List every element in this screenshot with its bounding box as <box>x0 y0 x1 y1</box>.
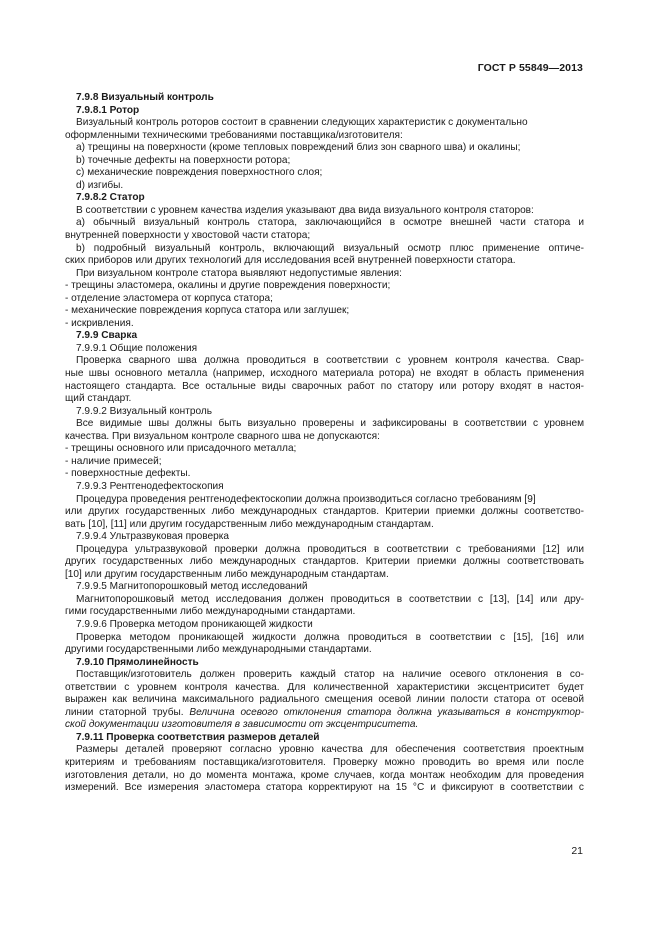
text-line <box>76 180 584 193</box>
text-line <box>65 606 584 619</box>
text-line <box>76 268 584 281</box>
line-text: оформленными техническими требованиями поставщика/изготовителя: <box>65 129 403 141</box>
text-line <box>76 117 584 130</box>
line-text: вать [10], [11] или другим государственным либо международным стандартам. <box>65 518 434 530</box>
text-line <box>76 418 584 431</box>
text-line <box>76 544 584 557</box>
section-heading <box>76 330 584 343</box>
text-line <box>76 594 584 607</box>
line-text: Поставщик/изготовитель должен проверить каждый статор на наличие осевого отклонения в со- <box>76 669 585 681</box>
line-text: - трещины эластомера, окалины и другие повреждения поверхности; <box>65 280 391 292</box>
line-text: d) изгибы. <box>76 179 124 191</box>
text-line <box>65 644 584 657</box>
text-line <box>76 744 584 757</box>
text-line <box>65 506 584 519</box>
text-line <box>65 381 584 394</box>
section-heading <box>76 105 584 118</box>
line-text: - поверхностные дефекты. <box>65 468 191 480</box>
text-line <box>65 443 584 456</box>
section-heading <box>76 192 584 205</box>
section-heading <box>76 732 584 745</box>
line-text: В соответствии с уровнем качества изделия указывают два вида визуального контроля статоров: <box>76 204 534 216</box>
line-text: других государственных либо международных стандартов. Критерии приемки должны соответствовать <box>65 556 584 568</box>
line-text: - отделение эластомера от корпуса статора; <box>65 292 273 304</box>
text-line <box>76 619 584 632</box>
line-text: - наличие примесей; <box>65 455 162 467</box>
text-line <box>65 305 584 318</box>
text-line <box>65 519 584 532</box>
text-line <box>76 581 584 594</box>
line-text: 7.9.8.2 Статор <box>76 192 145 204</box>
line-text: критериям и требованиям поставщика/изготовителя. Проверку можно проводить во время или после <box>65 756 584 768</box>
line-text: Процедура ультразвуковой проверки должна проводиться в соответствии с требованиями [12] или <box>76 543 585 555</box>
line-text: 7.9.11 Проверка соответствия размеров деталей <box>76 731 320 743</box>
text-line <box>76 142 584 155</box>
line-text: другими государственными либо международными стандартами. <box>65 644 372 656</box>
line-text: Размеры деталей проверяют согласно уровню качества для обеспечения соответствия проектным <box>76 744 584 756</box>
line-text: ских приборов или других технологий для исследования всей внутренней поверхности статора. <box>65 255 516 267</box>
line-text: - механические повреждения корпуса статора или заглушек; <box>65 305 350 317</box>
line-text: измерений. Все измерения эластомера статора корректируют на 15 °C и фиксируют в соответствии с <box>65 782 584 794</box>
page-number: 21 <box>571 845 583 857</box>
line-text: 7.9.9.1 Общие положения <box>76 342 198 354</box>
text-line <box>65 719 584 732</box>
text-line <box>65 694 584 707</box>
line-text: a) обычный визуальный контроль статора, заключающийся в осмотре внешней части статора и <box>76 217 585 229</box>
document-body <box>65 92 585 795</box>
text-line <box>76 531 584 544</box>
line-text: 7.9.9.5 Магнитопорошковый метод исследований <box>76 581 308 593</box>
text-line <box>65 468 584 481</box>
line-text: ные швы основного металла (например, исходного материала ротора) не входят в область применения <box>65 368 585 380</box>
text-line <box>65 556 584 569</box>
line-text: изготовления детали, но до момента монтажа, кроме случаев, когда монтаж необходим для проведения <box>65 769 584 781</box>
line-text: Магнитопорошковый метод исследования должен проводиться в соответствии с [13], [14] или дру- <box>76 593 584 605</box>
line-text: линии статорной трубы. <box>65 706 190 718</box>
line-text: 7.9.9.3 Рентгенодефектоскопия <box>76 480 224 492</box>
line-text: ответствии с уровнем контроля качества. Для количественной характеристики эксцентриситет будет <box>65 681 584 693</box>
text-line <box>76 481 584 494</box>
line-text: выражен как величина максимального радиального смещения осевой линии полости статора от осевой <box>65 694 584 706</box>
text-line <box>76 155 584 168</box>
standard-header: ГОСТ Р 55849—2013 <box>477 62 583 74</box>
line-text: 7.9.9.4 Ультразвуковая проверка <box>76 531 230 543</box>
text-line <box>76 669 584 682</box>
text-line <box>65 707 584 720</box>
text-line <box>65 280 584 293</box>
line-text: 7.9.10 Прямолинейность <box>76 656 199 668</box>
line-text: 7.9.9 Сварка <box>76 330 138 342</box>
line-text: [10] или другим государственным либо международным стандартам. <box>65 568 389 580</box>
text-line <box>76 217 584 230</box>
text-line <box>76 632 584 645</box>
text-line <box>65 682 584 695</box>
line-text: Процедура проведения рентгенодефектоскопии должна производиться согласно требованиям [9] <box>76 493 536 505</box>
text-line <box>76 243 584 256</box>
text-line <box>65 368 584 381</box>
text-line <box>76 406 584 419</box>
text-line <box>65 130 584 143</box>
text-line <box>65 757 584 770</box>
line-text: 7.9.8.1 Ротор <box>76 104 140 116</box>
line-text: b) подробный визуальный контроль, включающий визуальный осмотр плюс применение оптиче- <box>76 242 585 254</box>
line-text: При визуальном контроле статора выявляют недопустимые явления: <box>76 267 402 279</box>
line-text: - искривления. <box>65 317 134 329</box>
text-line <box>65 318 584 331</box>
section-heading <box>76 657 584 670</box>
text-line <box>65 569 584 582</box>
line-text: настоящего стандарта. Все остальные виды сварочных работ по статору или ротору входят в настоя- <box>65 380 585 392</box>
text-line <box>65 393 584 406</box>
line-text: - трещины основного или присадочного металла; <box>65 443 297 455</box>
line-text: 7.9.9.2 Визуальный контроль <box>76 405 213 417</box>
line-text: Визуальный контроль роторов состоит в сравнении следующих характеристик с документально <box>76 117 528 129</box>
line-text: 7.9.9.6 Проверка методом проникающей жидкости <box>76 618 313 630</box>
text-line <box>65 431 584 444</box>
text-line <box>65 293 584 306</box>
line-text: гими государственными либо международными стандартами. <box>65 606 356 618</box>
line-text-italic: Величина осевого отклонения статора должна указываться в конструктор- <box>189 706 584 718</box>
line-text: c) механические повреждения поверхностного слоя; <box>76 167 323 179</box>
line-text: щий стандарт. <box>65 393 132 405</box>
text-line <box>65 456 584 469</box>
text-line <box>65 770 584 783</box>
text-line <box>76 205 584 218</box>
section-heading <box>76 92 584 105</box>
text-line <box>65 782 584 795</box>
text-line <box>76 494 584 507</box>
line-text: a) трещины на поверхности (кроме тепловых повреждений близ зон сварного шва) и окалины; <box>76 142 521 154</box>
line-text: Все видимые швы должны быть визуально проверены и зафиксированы в соответствии с уровнем <box>76 418 585 430</box>
line-text: или других государственных либо международных стандартов. Критерии приемки должны соответство- <box>65 506 584 518</box>
text-line <box>76 355 584 368</box>
text-line <box>65 230 584 243</box>
text-line <box>76 343 584 356</box>
line-text: Проверка методом проникающей жидкости должна проводиться в соответствии с [15], [16] или <box>76 631 585 643</box>
text-line <box>65 255 584 268</box>
line-text: Проверка сварного шва должна проводиться в соответствии с уровнем контроля качества. Свар- <box>76 355 585 367</box>
line-text: внутренней поверхности у хвостовой части статора; <box>65 230 311 242</box>
line-text: ской документации изготовителя в зависимости от эксцентриситета. <box>65 719 419 731</box>
line-text: b) точечные дефекты на поверхности ротора; <box>76 154 291 166</box>
line-text: качества. При визуальном контроле сварного шва не допускаются: <box>65 430 380 442</box>
text-line <box>76 167 584 180</box>
line-text: 7.9.8 Визуальный контроль <box>76 92 214 103</box>
